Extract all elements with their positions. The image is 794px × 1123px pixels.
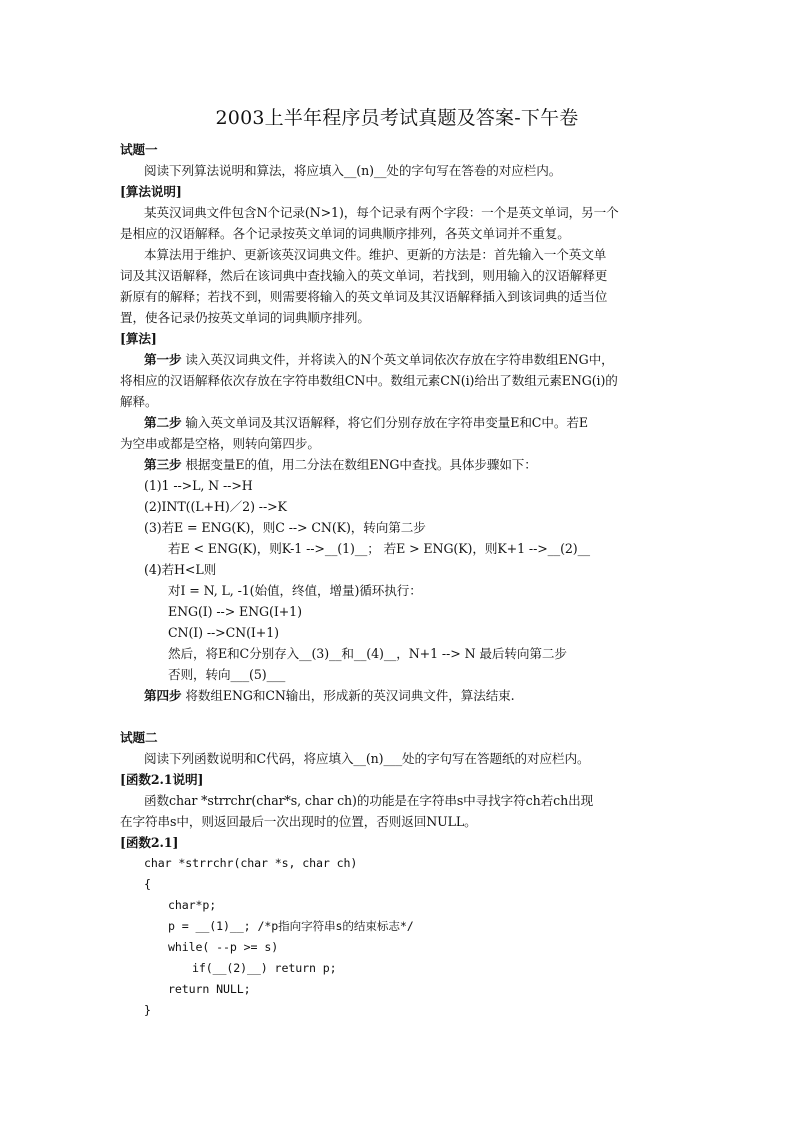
q1-step2-line2: 为空串或都是空格，则转向第四步。	[120, 436, 320, 451]
q1-step3-else: 否则，转向___(5)___	[168, 667, 286, 682]
step4-text: 将数组ENG和CN输出，形成新的英汉词典文件，算法结束.	[181, 688, 515, 703]
q2-f21-heading: [函数2.1]	[120, 835, 179, 850]
q1-desc-p2-line1: 本算法用于维护、更新该英汉词典文件。维护、更新的方法是：首先输入一个英文单	[144, 247, 607, 262]
q1-step3-loop: 对I = N, L, -1(始值，终值，增量)循环执行：	[168, 583, 422, 598]
step1-text: 读入英汉词典文件，并将读入的N个英文单词依次存放在字符串数组ENG中，	[181, 352, 614, 367]
code-line: char*p;	[168, 898, 217, 912]
q1-step4-line1	[144, 685, 515, 706]
page-title: 2003上半年程序员考试真题及答案-下午卷	[215, 107, 579, 129]
q1-step3-sub3: (3)若E = ENG(K)，则C --> CN(K)，转向第二步	[144, 520, 426, 535]
step3-text: 根据变量E的值，用二分法在数组ENG中查找。具体步骤如下：	[181, 457, 537, 472]
q1-step3-sub2: (2)INT((L+H)／2) -->K	[144, 499, 287, 514]
q1-step2-line1	[144, 412, 588, 433]
step2-label: 第二步	[144, 415, 182, 430]
step2-text: 输入英文单词及其汉语解释，将它们分别存放在字符串变量E和C中。若E	[181, 415, 588, 430]
q1-intro: 阅读下列算法说明和算法，将应填入__(n)__处的字句写在答卷的对应栏内。	[144, 163, 562, 178]
code-line: p = __(1)__; /*p指向字符串s的结束标志*/	[168, 919, 414, 933]
code-line: }	[144, 1003, 151, 1017]
q1-step3-loop-cn: CN(I) -->CN(I+1)	[168, 625, 279, 640]
code-line: while( --p >= s)	[168, 940, 279, 954]
q2-f21-desc-line2: 在字符串s中，则返回最后一次出现时的位置，否则返回NULL。	[120, 814, 477, 829]
q2-intro: 阅读下列函数说明和C代码，将应填入__(n)___处的字句写在答题纸的对应栏内。	[144, 751, 590, 766]
q1-desc-p2-line2: 词及其汉语解释，然后在该词典中查找输入的英文单词，若找到，则用输入的汉语解释更	[120, 268, 608, 283]
q1-step3-then: 然后，将E和C分别存入__(3)__和__(4)__，N+1 --> N 最后转向第二步	[168, 646, 567, 661]
step4-label: 第四步	[144, 688, 182, 703]
q1-step3-sub1: (1)1 -->L, N -->H	[144, 478, 253, 493]
code-line: if(__(2)__) return p;	[192, 961, 337, 975]
q1-step3-sub3-cont: 若E < ENG(K)，则K-1 -->__(1)__； 若E > ENG(K)，则K+1 -->__(2)__	[168, 541, 590, 556]
q1-desc-p2-line3: 新原有的解释；若找不到，则需要将输入的英文单词及其汉语解释插入到该词典的适当位	[120, 289, 608, 304]
q1-desc-p2-line4: 置，使各记录仍按英文单词的词典顺序排列。	[120, 310, 370, 325]
q2-heading: 试题二	[120, 730, 158, 745]
q1-step1-line2: 将相应的汉语解释依次存放在字符串数组CN中。数组元素CN(i)给出了数组元素ENG(i)的	[120, 373, 618, 388]
step3-label: 第三步	[144, 457, 182, 472]
q1-step3-line1	[144, 454, 537, 475]
q1-desc-p1-line2: 是相应的汉语解释。各个记录按英文单词的词典顺序排列，各英文单词并不重复。	[120, 226, 570, 241]
q1-step1-line1	[144, 349, 614, 370]
q2-f21-desc-line1: 函数char *strrchr(char*s, char ch)的功能是在字符串s中寻找字符ch若ch出现	[144, 793, 594, 808]
q1-heading: 试题一	[120, 142, 158, 157]
code-line: char *strrchr(char *s, char ch)	[144, 856, 358, 870]
q1-step3-loop-eng: ENG(I) --> ENG(I+1)	[168, 604, 302, 619]
code-line: {	[144, 877, 151, 891]
q1-step3-sub4: (4)若H<L则	[144, 562, 217, 577]
step1-label: 第一步	[144, 352, 182, 367]
q1-desc-heading: [算法说明]	[120, 184, 182, 199]
q2-f21-desc-heading: [函数2.1说明]	[120, 772, 204, 787]
q1-step1-line3: 解释。	[120, 394, 158, 409]
code-line: return NULL;	[168, 982, 251, 996]
q1-algo-heading: [算法]	[120, 331, 157, 346]
q1-desc-p1-line1: 某英汉词典文件包含N个记录(N>1)，每个记录有两个字段：一个是英文单词，另一个	[144, 205, 619, 220]
